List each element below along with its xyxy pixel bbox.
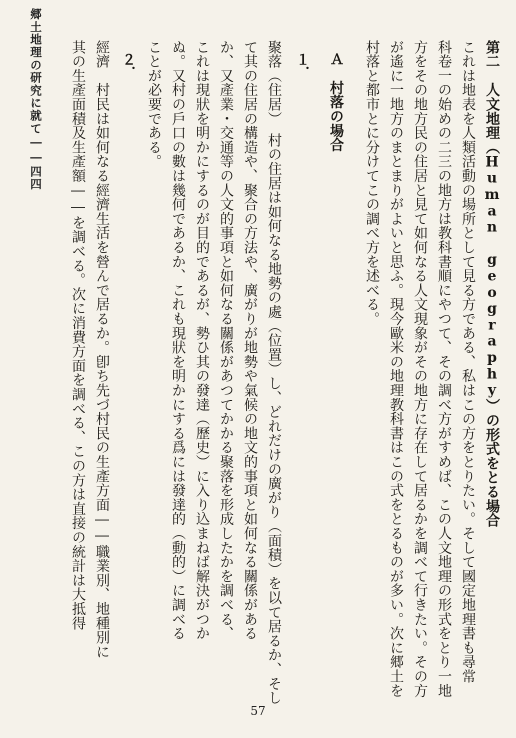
section-heading: 第二 人文地理（Human geography）の形式をとる場合 — [484, 40, 500, 528]
text-column: ぬ。又村の戶口の數は幾何であるか、これも現狀を明かにする爲には發達的（動的）に調べる — [170, 40, 186, 641]
subsection-heading: Ａ 村落の場合 — [328, 52, 344, 153]
text-column: 經濟 村民は如何なる經濟生活を營んで居るか。卽ち先づ村民の生產方面――職業別、地種別に — [94, 40, 110, 659]
text-column: 聚落（住居） 村の住居は如何なる地勢の處（位置）し、どれだけの廣がり（面積）を以て居るか、そし — [266, 40, 282, 706]
text-column: 村落と都市とに分けてこの調べ方を述べる。 — [364, 40, 380, 326]
text-column: 科卷一の始めの二三の地方は教科書順にやつて、その調べ方がすめば、この人文地理の形式をとり一地 — [436, 40, 452, 698]
item-number: ２． — [120, 52, 136, 81]
text-column: が遙に一地方のまとまりがよいと思ふ。現今歐米の地理教科書はこの式をとるものが多い。次に郷土を — [388, 40, 404, 698]
text-column: 方をその地方民の住居と見て如何なる人文現象がその地方に存在して居るかを調べて行きたい。その方 — [412, 40, 428, 698]
running-header: 郷土地理の研究に就て――四四 — [29, 8, 43, 191]
text-column: これは地表を人類活動の場所として見る方である、私はこの方をとりたい。そして國定地理書も尋常 — [460, 40, 476, 684]
item-number: １． — [294, 52, 310, 81]
page-number: 57 — [250, 704, 266, 718]
text-column: これは現狀を明かにするのが目的であるが、勢ひ其の發達（歷史）に入り込まねば解決がつか — [194, 40, 210, 641]
text-column: ことが必要である。 — [146, 40, 162, 169]
text-column: て其の住居の構造や、聚合の方法や、廣がりが地勢や氣候の地文的事項と如何なる關係がある — [242, 40, 258, 641]
text-column: か、又產業・交通等の人文的事項と如何なる關係があつてかかる聚落を形成したかを調べる、 — [218, 40, 234, 641]
text-column: 其の生產面積及生產額――を調べる。次に消費方面を調べる、この方は直接の統計は大抵得 — [70, 40, 86, 631]
